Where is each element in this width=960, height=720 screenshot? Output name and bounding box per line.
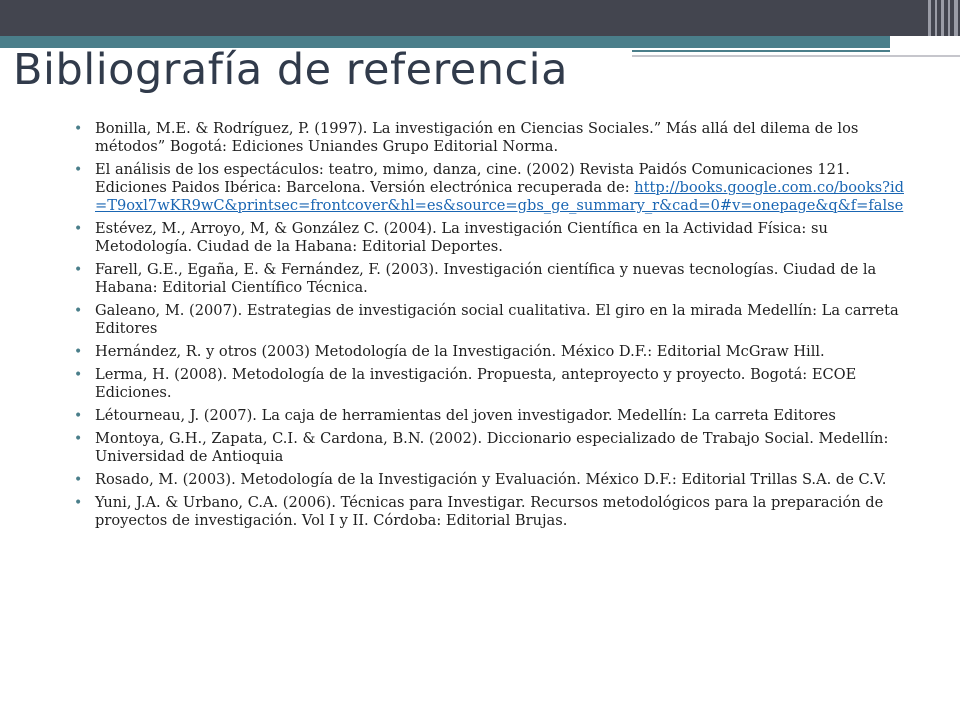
reference-item bbox=[66, 494, 910, 530]
reference-item bbox=[66, 161, 910, 215]
reference-text: Lerma, H. (2008). Metodología de la investigación. Propuesta, anteproyecto y proyecto. Bogotá: ECOE Ediciones. bbox=[95, 366, 857, 401]
reference-list bbox=[66, 120, 910, 535]
reference-item bbox=[66, 220, 910, 256]
reference-item bbox=[66, 120, 910, 156]
reference-item bbox=[66, 261, 910, 297]
reference-item bbox=[66, 343, 910, 361]
reference-text: Rosado, M. (2003). Metodología de la Investigación y Evaluación. México D.F.: Editorial Trillas S.A. de C.V. bbox=[95, 471, 887, 488]
reference-item bbox=[66, 366, 910, 402]
header-bar bbox=[0, 0, 960, 36]
reference-text: Bonilla, M.E. & Rodríguez, P. (1997). La investigación en Ciencias Sociales.” Más allá del dilema de los métodos” Bogotá: Ediciones Uniandes Grupo Editorial Norma. bbox=[95, 120, 859, 155]
reference-item bbox=[66, 302, 910, 338]
reference-item bbox=[66, 430, 910, 466]
reference-text: Yuni, J.A. & Urbano, C.A. (2006). Técnicas para Investigar. Recursos metodológicos para la preparación de proyectos de investigación. Vol I y II. Córdoba: Editorial Brujas. bbox=[95, 494, 884, 529]
reference-item bbox=[66, 471, 910, 489]
reference-text: Farell, G.E., Egaña, E. & Fernández, F. (2003). Investigación científica y nuevas tecnologías. Ciudad de la Habana: Editorial Científico Técnica. bbox=[95, 261, 877, 296]
reference-text: Galeano, M. (2007). Estrategias de investigación social cualitativa. El giro en la mirada Medellín: La carreta Editores bbox=[95, 302, 899, 337]
reference-link[interactable]: http://books.google.com.co/books?id=T9oxl7wKR9wC&printsec=frontcover&hl=es&source=gbs_ge_summary_r&cad=0#v=onepage&q&f=false bbox=[95, 179, 904, 214]
reference-text: Estévez, M., Arroyo, M, & González C. (2004). La investigación Científica en la Actividad Física: su Metodología. Ciudad de la Habana: Editorial Deportes. bbox=[95, 220, 828, 255]
reference-text: Hernández, R. y otros (2003) Metodología de la Investigación. México D.F.: Editorial McGraw Hill. bbox=[95, 343, 825, 360]
reference-text: Létourneau, J. (2007). La caja de herramientas del joven investigador. Medellín: La carreta Editores bbox=[95, 407, 836, 424]
reference-text: El análisis de los espectáculos: teatro, mimo, danza, cine. (2002) Revista Paidós Comunicaciones 121. Ediciones Paidos Ibérica: Barcelona. Versión electrónica recuperada de: bbox=[95, 161, 850, 196]
slide-title: Bibliografía de referencia bbox=[13, 45, 568, 95]
header-stripes bbox=[924, 0, 960, 36]
reference-text: Montoya, G.H., Zapata, C.I. & Cardona, B.N. (2002). Diccionario especializado de Trabajo Social. Medellín: Universidad de Antioquia bbox=[95, 430, 889, 465]
reference-item bbox=[66, 407, 910, 425]
